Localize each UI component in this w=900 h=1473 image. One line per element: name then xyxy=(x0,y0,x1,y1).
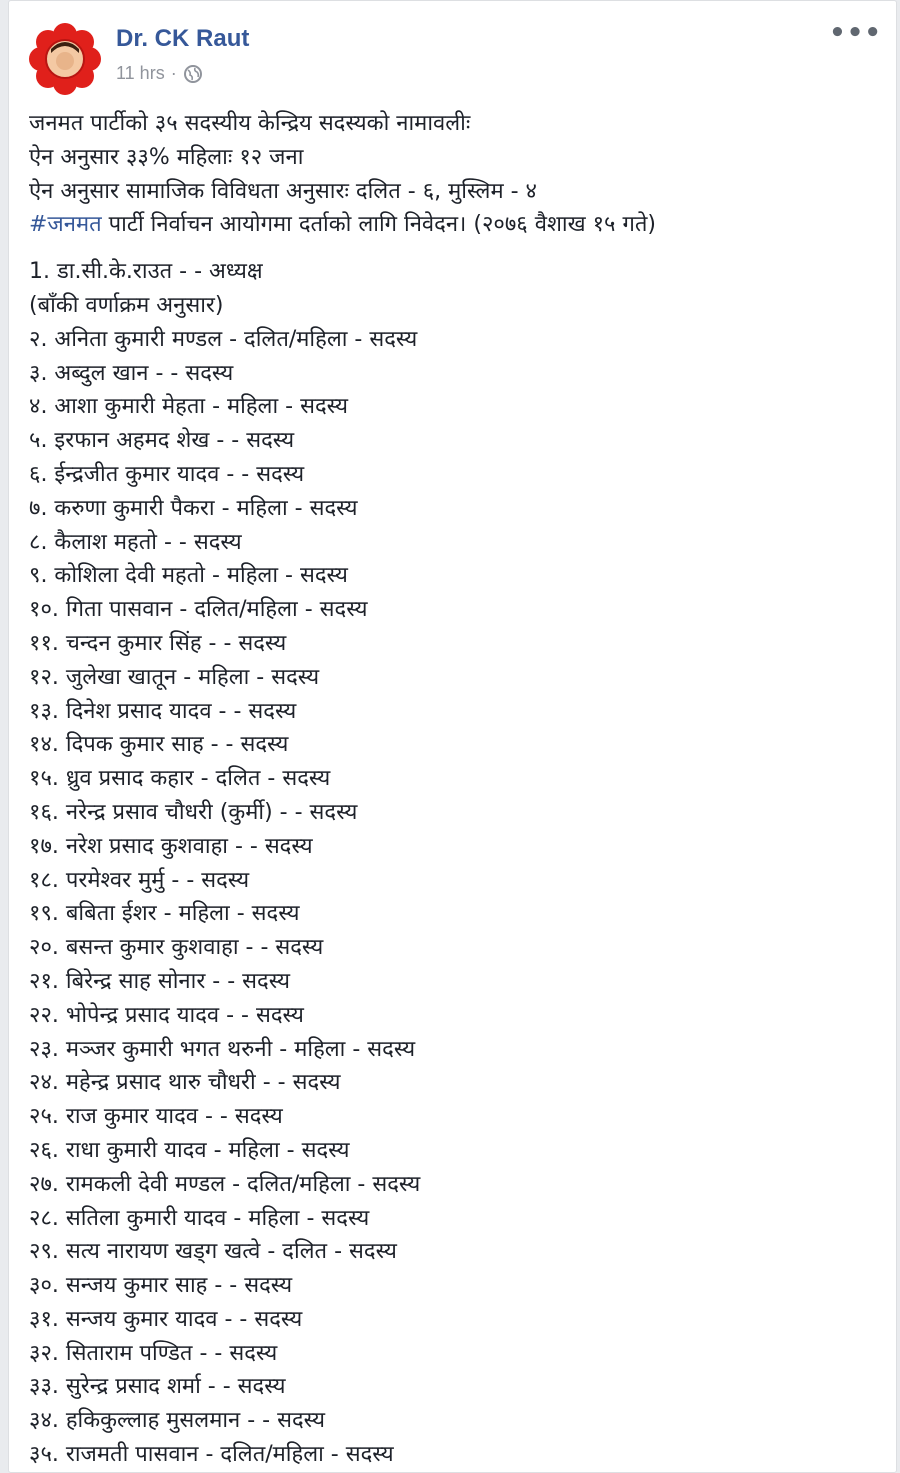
member-list-item: ३१. सन्जय कुमार यादव - - सदस्य xyxy=(29,1306,303,1332)
intro-line-1: जनमत पार्टीको ३५ सदस्यीय केन्द्रिय सदस्यको नामावलीः xyxy=(29,111,471,136)
member-list-item: १३. दिनेश प्रसाद यादव - - सदस्य xyxy=(29,698,297,724)
member-list-item: २७. रामकली देवी मण्डल - दलित/महिला - सदस्य xyxy=(29,1171,421,1197)
member-list-item: २९. सत्य नारायण खड्ग खत्वे - दलित - सदस्य xyxy=(29,1239,397,1265)
member-list-item: (बाँकी वर्णाक्रम अनुसार) xyxy=(29,292,224,318)
post-timestamp[interactable]: 11 hrs xyxy=(116,63,165,83)
member-list-item: ३३. सुरेन्द्र प्रसाद शर्मा - - सदस्य xyxy=(29,1374,286,1400)
post-meta xyxy=(116,63,203,84)
member-list-item: ३४. हकिकुल्लाह मुसलमान - - सदस्य xyxy=(29,1408,325,1434)
member-list-item: २. अनिता कुमारी मण्डल - दलित/महिला - सदस्य xyxy=(29,326,418,352)
intro-line-4 xyxy=(29,208,889,242)
member-list-item: ४. आशा कुमारी मेहता - महिला - सदस्य xyxy=(29,394,348,420)
member-list-item: २२. भोपेन्द्र प्रसाद यादव - - सदस्य xyxy=(29,1002,304,1028)
member-list-item: २५. राज कुमार यादव - - सदस्य xyxy=(29,1104,283,1130)
member-list-item: १०. गिता पासवान - दलित/महिला - सदस्य xyxy=(29,597,368,623)
member-list-item: ३. अब्दुल खान - - सदस्य xyxy=(29,360,234,386)
member-list-item: १८. परमेश्वर मुर्मु - - सदस्य xyxy=(29,867,250,893)
avatar[interactable] xyxy=(29,23,101,95)
paragraph-spacer xyxy=(29,242,889,255)
member-list-item: ७. करुणा कुमारी पैकरा - महिला - सदस्य xyxy=(29,495,358,521)
member-list-item: ३२. सिताराम पण्डित - - सदस्य xyxy=(29,1340,278,1366)
member-list-item: ३०. सन्जय कुमार साह - - सदस्य xyxy=(29,1273,293,1299)
member-list-item: २६. राधा कुमारी यादव - महिला - सदस्य xyxy=(29,1137,350,1163)
member-list-item: १७. नरेश प्रसाद कुशवाहा - - सदस्य xyxy=(29,833,313,859)
globe-icon[interactable] xyxy=(183,64,203,84)
intro-line-4-text: पार्टी निर्वाचन आयोगमा दर्ताको लागि निवेदन। (२०७६ वैशाख १५ गते) xyxy=(101,212,656,238)
meta-separator: · xyxy=(170,63,177,83)
member-list-item: १६. नरेन्द्र प्रसाव चौधरी (कुर्मी) - - सदस्य xyxy=(29,799,358,825)
member-list-item: २१. बिरेन्द्र साह सोनार - - सदस्य xyxy=(29,968,291,994)
member-list-item: २८. सतिला कुमारी यादव - महिला - सदस्य xyxy=(29,1205,370,1231)
author-name-link[interactable]: Dr. CK Raut xyxy=(116,25,250,52)
member-list-item: ९. कोशिला देवी महतो - महिला - सदस्य xyxy=(29,563,348,589)
member-list xyxy=(29,255,889,1472)
member-list-item: २३. मञ्जर कुमारी भगत थरुनी - महिला - सदस्य xyxy=(29,1036,416,1062)
member-list-item: १५. ध्रुव प्रसाद कहार - दलित - सदस्य xyxy=(29,766,331,792)
post-header xyxy=(9,1,896,101)
member-list-item: 1. डा.सी.के.राउत - - अध्यक्ष xyxy=(29,259,263,285)
member-list-item: २४. महेन्द्र प्रसाद थारु चौधरी - - सदस्य xyxy=(29,1070,341,1096)
post-body xyxy=(29,107,889,1472)
member-list-item: १२. जुलेखा खातून - महिला - सदस्य xyxy=(29,664,320,690)
member-list-item: ११. चन्दन कुमार सिंह - - सदस्य xyxy=(29,630,287,656)
member-list-item: ८. कैलाश महतो - - सदस्य xyxy=(29,529,242,555)
more-options-icon[interactable]: ••• xyxy=(829,18,882,48)
intro-line-3: ऐन अनुसार सामाजिक विविधता अनुसारः दलित - ६, मुस्लिम - ४ xyxy=(29,178,537,204)
member-list-item: ६. ईन्द्रजीत कुमार यादव - - सदस्य xyxy=(29,461,305,487)
member-list-item: ३५. राजमती पासवान - दलित/महिला - सदस्य xyxy=(29,1442,394,1468)
intro-line-2: ऐन अनुसार ३३% महिलाः १२ जना xyxy=(29,144,304,170)
flower-logo-icon xyxy=(29,23,101,95)
member-list-item: २०. बसन्त कुमार कुशवाहा - - सदस्य xyxy=(29,935,324,961)
member-list-item: ५. इरफान अहमद शेख - - सदस्य xyxy=(29,428,295,454)
member-list-item: १९. बबिता ईशर - महिला - सदस्य xyxy=(29,901,300,927)
member-list-item: १४. दिपक कुमार साह - - सदस्य xyxy=(29,732,289,758)
facebook-post-card xyxy=(8,0,897,1473)
hashtag-link[interactable]: #जनमत xyxy=(29,212,102,238)
